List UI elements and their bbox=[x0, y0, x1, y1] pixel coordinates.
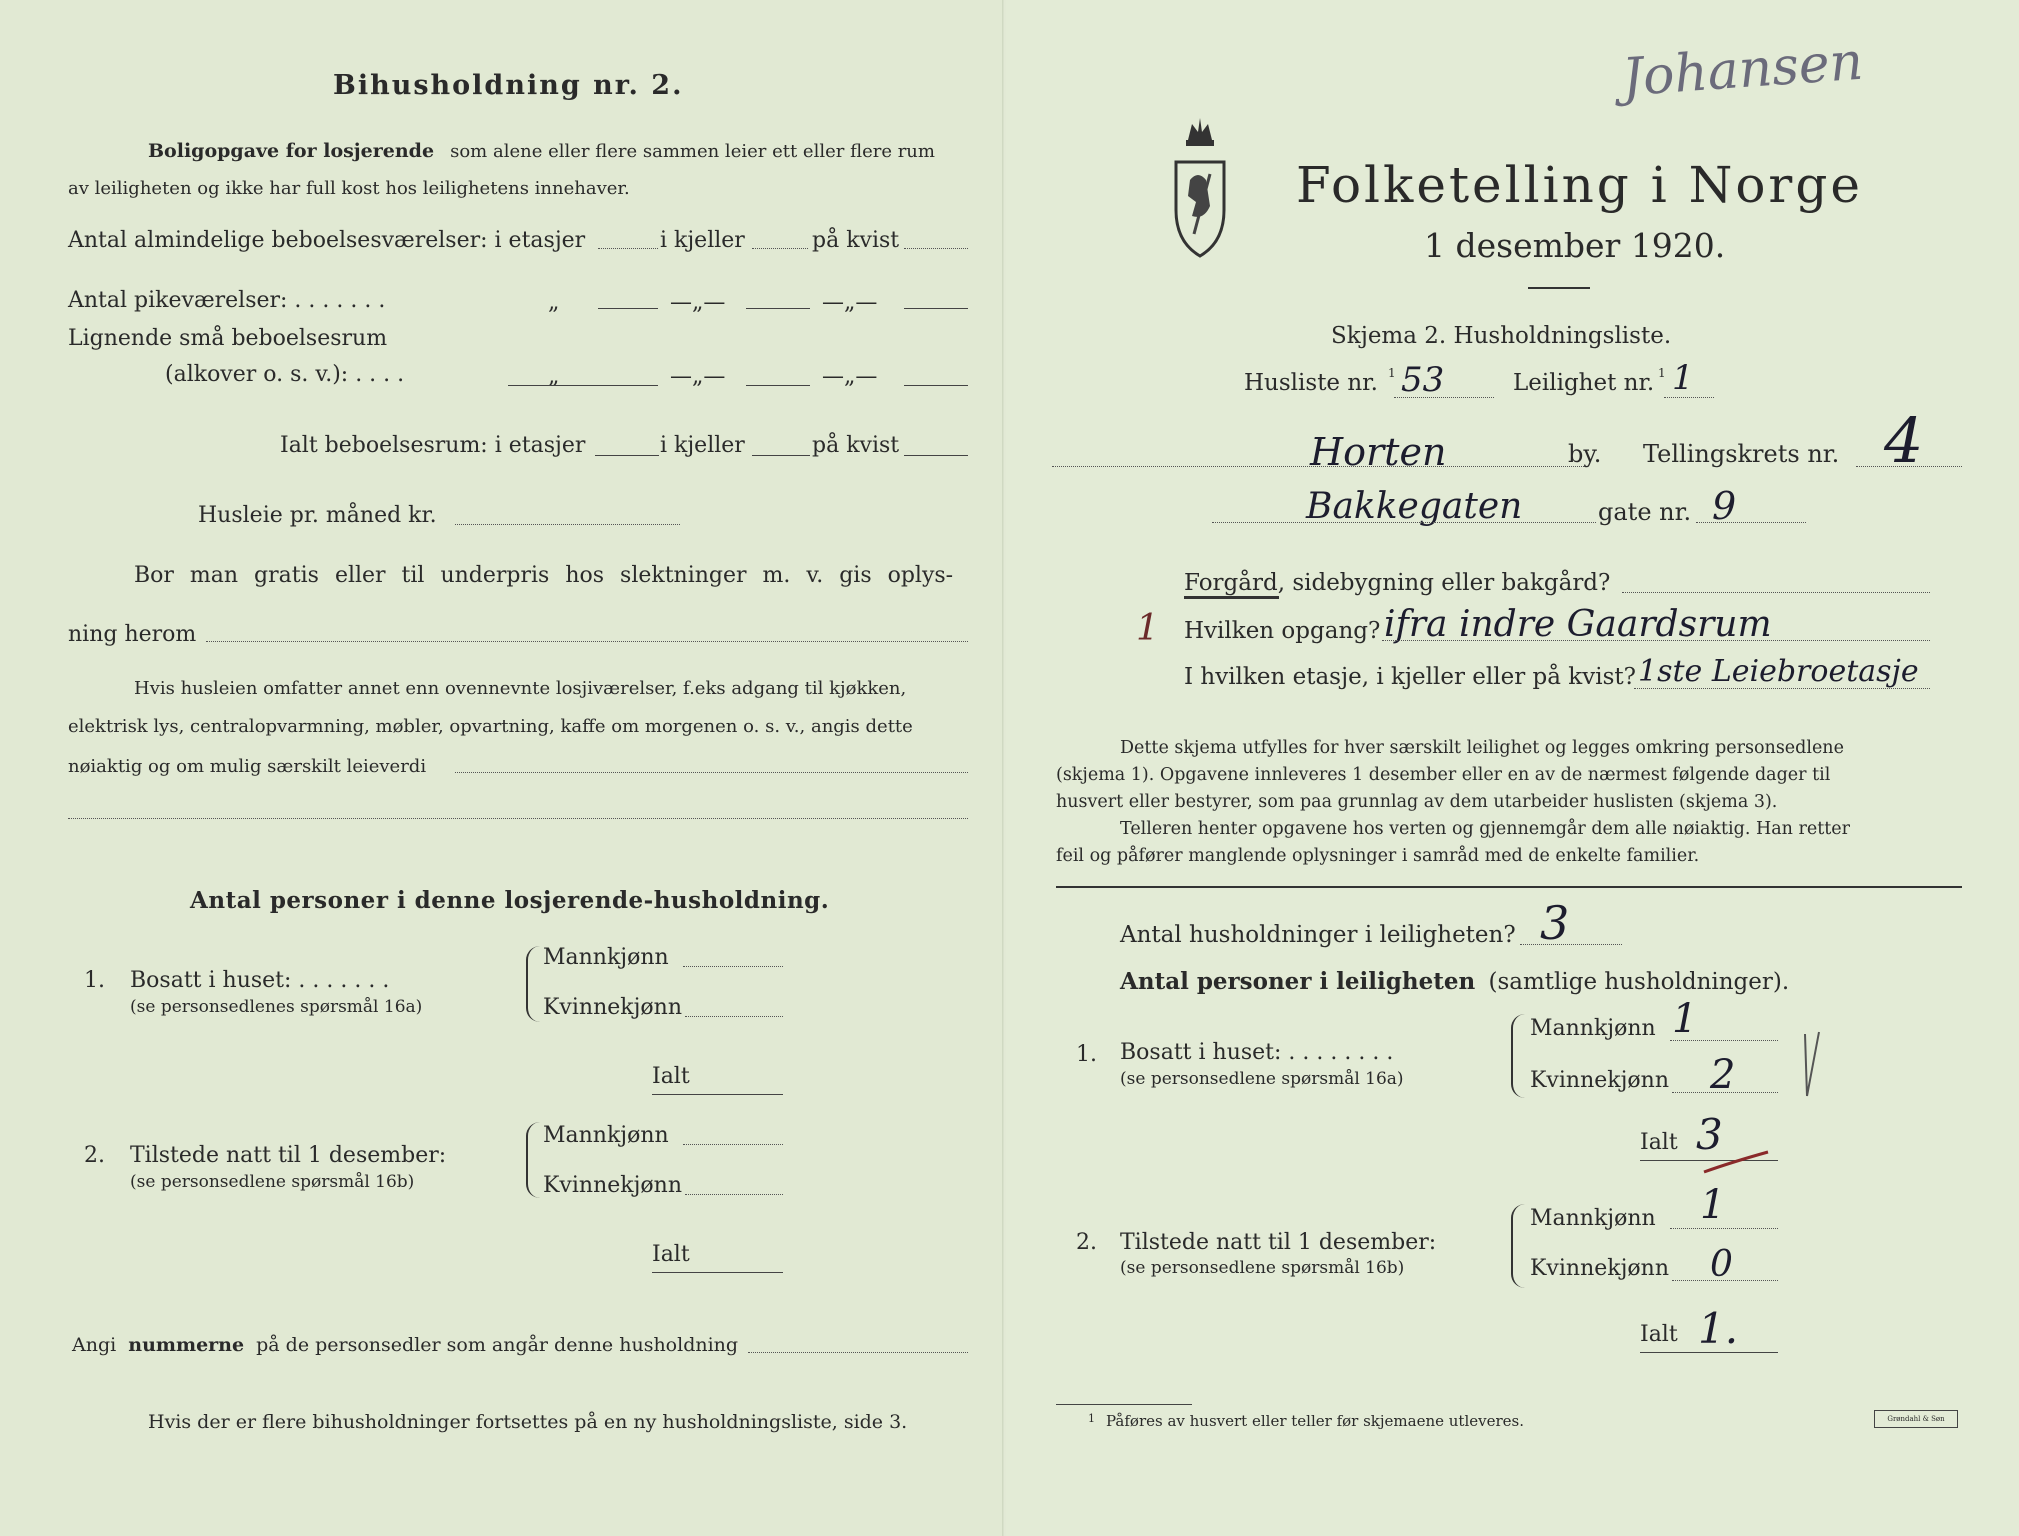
by-field[interactable] bbox=[1052, 466, 1586, 467]
rooms-etasjer-field[interactable] bbox=[598, 248, 658, 249]
bosatt-ialt-value-right: 3 bbox=[1696, 1110, 1723, 1159]
opgang-mark: 1 bbox=[1136, 608, 1159, 649]
footer-left: Hvis der er flere bihusholdninger fortsettes på en ny husholdningsliste, side 3. bbox=[148, 1411, 908, 1433]
bosatt-kvinne-field-right[interactable] bbox=[1672, 1092, 1778, 1093]
tilstede-kvinne-label-left: Kvinnekjønn bbox=[543, 1173, 682, 1198]
bosatt-kvinne-label-left: Kvinnekjønn bbox=[543, 995, 682, 1020]
tilstede-kvinne-value-right: 0 bbox=[1710, 1244, 1733, 1285]
tilstede-ialt-field-right[interactable] bbox=[1640, 1352, 1778, 1353]
gate-value: Bakkegaten bbox=[1306, 486, 1523, 527]
husliste-label: Husliste nr. bbox=[1244, 370, 1378, 396]
ialt-kjeller-label: i kjeller bbox=[660, 433, 745, 458]
tilstede-ialt-value-right: 1. bbox=[1698, 1304, 1739, 1353]
pike-ditto-3: —„— bbox=[822, 290, 878, 315]
bosatt-mann-field-right[interactable] bbox=[1670, 1040, 1778, 1041]
alkover-kvist-field[interactable] bbox=[904, 385, 968, 386]
page-title-left: Bihusholdning nr. 2. bbox=[333, 70, 684, 101]
etasje-value: 1ste Leiebroetasje bbox=[1638, 654, 1919, 689]
printer-stamp: Grøndahl & Søn bbox=[1874, 1410, 1958, 1428]
antal-hush-label: Antal husholdninger i leiligheten? bbox=[1120, 922, 1516, 948]
bor-line2: ning herom bbox=[68, 622, 197, 647]
bosatt-ialt-field-left[interactable] bbox=[652, 1094, 783, 1095]
pike-ditto: „ bbox=[548, 290, 560, 315]
by-value: Horten bbox=[1310, 430, 1447, 474]
bosatt-num-right: 1. bbox=[1076, 1042, 1097, 1067]
bosatt-ialt-label-left: Ialt bbox=[652, 1064, 690, 1089]
tilstede-mann-value-right: 1 bbox=[1700, 1182, 1726, 1228]
bosatt-sub-right: (se personsedlene spørsmål 16a) bbox=[1120, 1069, 1404, 1089]
instr-line5: feil og påfører manglende oplysninger i samråd med de enkelte familier. bbox=[1056, 846, 1700, 866]
title-rule bbox=[1528, 287, 1590, 289]
instr-line1: Dette skjema utfylles for hver særskilt leilighet og legges omkring personsedlene bbox=[1120, 738, 1844, 758]
hvis-field-2[interactable] bbox=[68, 818, 968, 819]
bosatt-mann-label-right: Mannkjønn bbox=[1530, 1016, 1656, 1041]
tilstede-ialt-label-left: Ialt bbox=[652, 1242, 690, 1267]
etasje-field[interactable] bbox=[1634, 688, 1930, 689]
gate-nr-field[interactable] bbox=[1696, 522, 1806, 523]
tilstede-label-right: Tilstede natt til 1 desember: bbox=[1120, 1230, 1437, 1255]
instr-line3: husvert eller bestyrer, som paa grunnlag av dem utarbeider huslisten (skjema 3). bbox=[1056, 792, 1778, 812]
angi-field[interactable] bbox=[748, 1352, 968, 1353]
census-date: 1 desember 1920. bbox=[1424, 226, 1726, 265]
pike-kvist-field[interactable] bbox=[904, 308, 968, 309]
tellingskrets-value: 4 bbox=[1884, 404, 1924, 477]
bosatt-sub-left: (se personsedlenes spørsmål 16a) bbox=[130, 997, 423, 1017]
bor-field[interactable] bbox=[206, 641, 968, 642]
bosatt-ialt-label-right: Ialt bbox=[1640, 1130, 1678, 1155]
tilstede-ialt-field-left[interactable] bbox=[652, 1272, 783, 1273]
rooms-kvist-label: på kvist bbox=[812, 228, 900, 253]
husleie-field[interactable] bbox=[455, 524, 680, 525]
angi-text bbox=[72, 1334, 738, 1356]
alkover-ditto-3: —„— bbox=[822, 364, 878, 389]
bosatt-mann-value-right: 1 bbox=[1672, 996, 1698, 1042]
antal-hush-value: 3 bbox=[1540, 896, 1570, 950]
intro-text bbox=[148, 140, 935, 162]
leilighet-footnote: 1 bbox=[1658, 366, 1666, 380]
intro-line2: av leiligheten og ikke har full kost hos leilighetens innehaver. bbox=[68, 178, 630, 199]
instr-line2: (skjema 1). Opgavene innleveres 1 desember eller en av de nærmest følgende dager til bbox=[1056, 765, 1831, 785]
opgang-value: ifra indre Gaardsrum bbox=[1384, 604, 1772, 645]
tilstede-mann-field-right[interactable] bbox=[1670, 1228, 1778, 1229]
angi-pre: Angi bbox=[72, 1334, 117, 1356]
bor-line1: Bor man gratis eller til underpris hos slektninger m. v. gis oplys- bbox=[134, 563, 954, 588]
intro-bold: Boligopgave for losjerende bbox=[148, 140, 435, 162]
opgang-label: Hvilken opgang? bbox=[1184, 618, 1381, 644]
tilstede-mann-label-right: Mannkjønn bbox=[1530, 1206, 1656, 1231]
ialt-etasjer-field[interactable] bbox=[595, 455, 659, 456]
rooms-label: Antal almindelige beboelsesværelser: i etasjer bbox=[68, 228, 586, 253]
ialt-kvist-label: på kvist bbox=[812, 433, 900, 458]
gate-field[interactable] bbox=[1212, 522, 1596, 523]
bosatt-kvinne-label-right: Kvinnekjønn bbox=[1530, 1068, 1669, 1093]
hvis-line3: nøiaktig og om mulig særskilt leieverdi bbox=[68, 756, 427, 777]
gate-nr-value: 9 bbox=[1712, 484, 1737, 528]
pike-label: Antal pikeværelser: . . . . . . . bbox=[68, 288, 386, 313]
ialt-kjeller-field[interactable] bbox=[752, 455, 810, 456]
husliste-field[interactable] bbox=[1394, 397, 1494, 398]
antal-pers-rest: (samtlige husholdninger). bbox=[1488, 969, 1790, 995]
bosatt-kvinne-value-right: 2 bbox=[1710, 1052, 1736, 1098]
alkover-ditto: „ bbox=[548, 364, 560, 389]
antal-hush-field[interactable] bbox=[1520, 944, 1622, 945]
leilighet-label: Leilighet nr. bbox=[1513, 370, 1655, 396]
footnote-text: Påføres av husvert eller teller før skjemaene utleveres. bbox=[1106, 1412, 1524, 1430]
leilighet-field[interactable] bbox=[1664, 397, 1714, 398]
page-title-right: Folketelling i Norge bbox=[1296, 156, 1863, 214]
check-mark-icon bbox=[1799, 1030, 1825, 1102]
bosatt-brace-left bbox=[526, 946, 540, 1022]
handwritten-name: Johansen bbox=[1620, 31, 1865, 109]
hvis-field[interactable] bbox=[455, 772, 968, 773]
tilstede-kvinne-field-left[interactable] bbox=[685, 1194, 783, 1195]
bosatt-mann-field-left[interactable] bbox=[683, 966, 783, 967]
bosatt-kvinne-field-left[interactable] bbox=[685, 1016, 783, 1017]
husliste-footnote: 1 bbox=[1388, 366, 1396, 380]
angi-rest: på de personsedler som angår denne husholdning bbox=[256, 1334, 739, 1356]
bosatt-label-right: Bosatt i huset: . . . . . . . . bbox=[1120, 1040, 1394, 1065]
husleie-label: Husleie pr. måned kr. bbox=[198, 503, 437, 528]
by-label: by. bbox=[1568, 440, 1602, 468]
bosatt-brace-right bbox=[1511, 1014, 1525, 1098]
footnote-rule bbox=[1056, 1404, 1192, 1405]
persons-heading-left: Antal personer i denne losjerende-husholdning. bbox=[190, 887, 830, 914]
tilstede-brace-right bbox=[1511, 1204, 1525, 1288]
tellingskrets-field[interactable] bbox=[1856, 466, 1962, 467]
tilstede-kvinne-field-right[interactable] bbox=[1672, 1280, 1778, 1281]
rooms-kjeller-field[interactable] bbox=[752, 248, 808, 249]
bosatt-label-left: Bosatt i huset: . . . . . . . bbox=[130, 968, 390, 993]
coat-of-arms-icon bbox=[1170, 110, 1230, 260]
alkover-kjeller-field[interactable] bbox=[746, 385, 810, 386]
rooms-kjeller-label: i kjeller bbox=[660, 228, 745, 253]
bosatt-mann-label-left: Mannkjønn bbox=[543, 945, 669, 970]
footnote-mark: 1 bbox=[1088, 1412, 1095, 1425]
tilstede-mann-label-left: Mannkjønn bbox=[543, 1123, 669, 1148]
tilstede-brace-left bbox=[526, 1122, 540, 1198]
section-rule bbox=[1056, 886, 1962, 888]
pike-kjeller-field[interactable] bbox=[746, 308, 810, 309]
correction-stroke-icon bbox=[1702, 1148, 1772, 1178]
skjema-label: Skjema 2. Husholdningsliste. bbox=[1331, 323, 1672, 349]
tilstede-sub-right: (se personsedlene spørsmål 16b) bbox=[1120, 1258, 1405, 1278]
ialt-kvist-field[interactable] bbox=[904, 455, 968, 456]
husliste-value: 53 bbox=[1401, 360, 1445, 400]
lignende-label: Lignende små beboelsesrum bbox=[68, 326, 388, 351]
instr-line4: Telleren henter opgavene hos verten og gjennemgår dem alle nøiaktig. Han retter bbox=[1120, 819, 1851, 839]
alkover-label: (alkover o. s. v.): . . . . bbox=[165, 362, 405, 387]
gate-label: gate nr. bbox=[1598, 498, 1692, 526]
alkover-ditto-2: —„— bbox=[670, 364, 726, 389]
alkover-etasjer-field[interactable] bbox=[508, 385, 658, 386]
pike-etasjer-field[interactable] bbox=[598, 308, 658, 309]
ialt-rooms-label: Ialt beboelsesrum: i etasjer bbox=[280, 433, 586, 458]
tilstede-label-left: Tilstede natt til 1 desember: bbox=[130, 1143, 447, 1168]
tilstede-mann-field-left[interactable] bbox=[683, 1144, 783, 1145]
tilstede-num-left: 2. bbox=[84, 1143, 105, 1168]
forgaard-label: Forgård, sidebygning eller bakgård? bbox=[1184, 570, 1611, 596]
intro-rest: som alene eller flere sammen leier ett eller flere rum bbox=[450, 141, 935, 162]
tilstede-sub-left: (se personsedlene spørsmål 16b) bbox=[130, 1172, 415, 1192]
bosatt-num-left: 1. bbox=[84, 968, 105, 993]
right-page bbox=[1006, 0, 2019, 1536]
pike-ditto-2: —„— bbox=[670, 290, 726, 315]
forgaard-field[interactable] bbox=[1622, 592, 1930, 593]
forgaard-underline bbox=[1184, 596, 1279, 599]
tilstede-num-right: 2. bbox=[1076, 1230, 1097, 1255]
etasje-label: I hvilken etasje, i kjeller eller på kvist? bbox=[1184, 664, 1636, 690]
antal-pers-bold: Antal personer i leiligheten bbox=[1120, 968, 1476, 995]
hvis-line2: elektrisk lys, centralopvarmning, møbler, opvartning, kaffe om morgenen o. s. v., angis dette bbox=[68, 716, 913, 737]
left-page bbox=[0, 0, 1006, 1536]
tellingskrets-label: Tellingskrets nr. bbox=[1643, 440, 1840, 468]
rooms-kvist-field[interactable] bbox=[904, 248, 968, 249]
hvis-line1: Hvis husleien omfatter annet enn ovennevnte losjiværelser, f.eks adgang til kjøkken, bbox=[134, 678, 907, 699]
leilighet-value: 1 bbox=[1672, 358, 1694, 398]
opgang-field[interactable] bbox=[1382, 640, 1930, 641]
antal-pers-text bbox=[1120, 968, 1789, 995]
tilstede-ialt-label-right: Ialt bbox=[1640, 1322, 1678, 1347]
tilstede-kvinne-label-right: Kvinnekjønn bbox=[1530, 1256, 1669, 1281]
angi-bold: nummerne bbox=[128, 1334, 245, 1356]
